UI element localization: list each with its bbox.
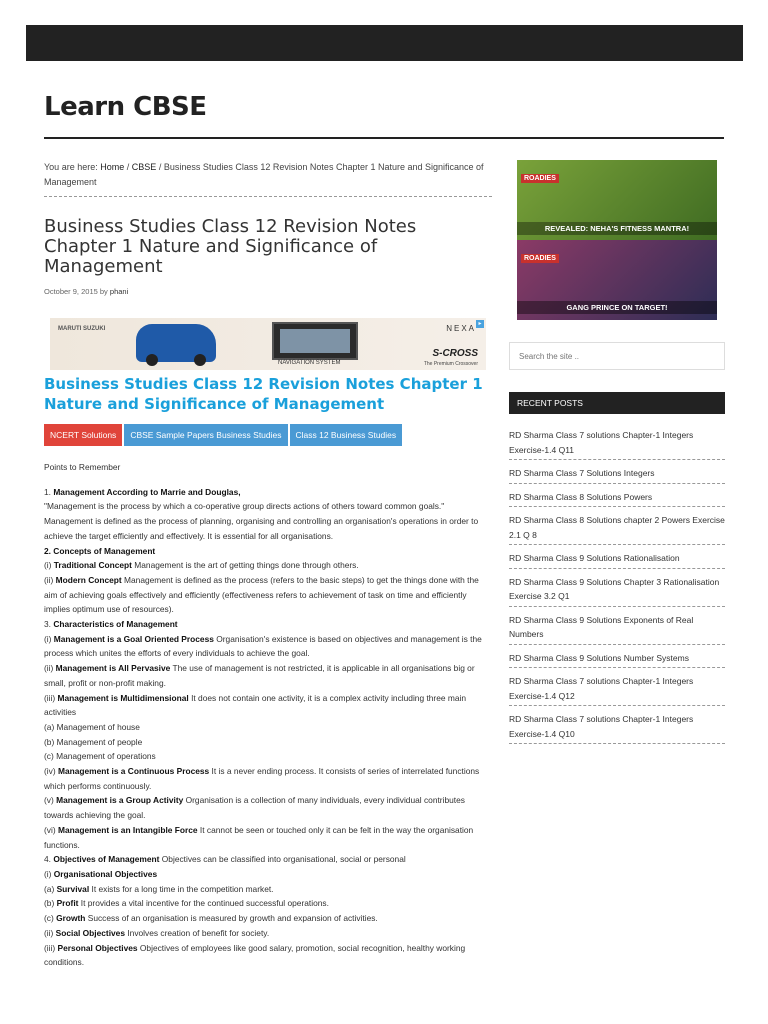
paragraph: (c) Growth Success of an organisation is measured by growth and expansion of activities. [44, 913, 378, 924]
recent-posts-list [509, 428, 725, 744]
breadcrumb-cbse[interactable]: CBSE [131, 162, 157, 172]
recent-post-link[interactable]: RD Sharma Class 9 Solutions Chapter 3 Rationalisation Exercise 3.2 Q1 [509, 575, 725, 607]
top-nav-bar [26, 25, 743, 61]
recent-post-link[interactable]: RD Sharma Class 9 Solutions Exponents of Real Numbers [509, 613, 725, 645]
paragraph: 1. Management According to Marrie and Douglas, [44, 486, 241, 497]
paragraph: (ii) Management is All Pervasive The use of management is not restricted, it is applicable in all organisations big or small, profit or non-profit making. [44, 663, 475, 688]
paragraph: (vi) Management is an Intangible Force It cannot be seen or touched only it can be felt in the way the organisation functions. [44, 824, 474, 850]
ad-caption-bottom: GANG PRINCE ON TARGET! [517, 301, 717, 314]
paragraph: (iii) Management is Multidimensional It does not contain one activity, it is a complex activity including three main activities [44, 692, 467, 718]
paragraph: "Management is the process by which a co-operative group directs actions of others toward common goals." [44, 501, 445, 512]
paragraph: 4. Objectives of Management Objectives can be classified into organisational, social or personal [44, 854, 406, 865]
post-date: October 9, 2015 [44, 287, 98, 296]
post-title: Business Studies Class 12 Revision Notes Chapter 1 Nature and Significance of Management [44, 216, 417, 277]
breadcrumb [44, 160, 492, 190]
paragraph: (b) Profit It provides a vital incentive for the continued successful operations. [44, 898, 329, 909]
recent-post-link[interactable]: RD Sharma Class 9 Solutions Rationalisation [509, 551, 725, 569]
header-divider [44, 137, 724, 139]
paragraph: (i) Management is a Goal Oriented Process Organisation's existence is based on objectives and management is the process which unites the efforts of every individuals to achieve the goal. [44, 633, 482, 659]
paragraph: (ii) Social Objectives Involves creation of benefit for society. [44, 927, 270, 938]
ad-tagline: The Premium Crossover [423, 361, 478, 367]
search-input[interactable] [509, 342, 725, 370]
tag-class-12-business-studies[interactable]: Class 12 Business Studies [290, 424, 403, 446]
paragraph: 3. Characteristics of Management [44, 619, 178, 630]
paragraph: (iii) Personal Objectives Objectives of employees like good salary, promotion, social recognition, healthy working conditions. [44, 942, 466, 968]
paragraph: (v) Management is a Group Activity Organisation is a collection of many individuals, every individual contributes towards achieving the goal. [44, 795, 465, 821]
breadcrumb-separator: / [126, 162, 130, 172]
recent-post-link[interactable]: RD Sharma Class 7 solutions Chapter-1 Integers Exercise-1.4 Q10 [509, 712, 725, 744]
tag-ncert-solutions[interactable]: NCERT Solutions [44, 424, 122, 446]
ad-brand: MARUTI SUZUKI [58, 326, 106, 332]
paragraph: (i) Organisational Objectives [44, 868, 158, 879]
banner-ad[interactable] [50, 318, 486, 370]
ad-model: S-CROSS [432, 348, 478, 359]
tag-cbse-sample-papers[interactable]: CBSE Sample Papers Business Studies [124, 424, 287, 446]
recent-post-link[interactable]: RD Sharma Class 9 Solutions Number Systems [509, 651, 725, 669]
article-body [44, 460, 492, 970]
tag-list [44, 424, 492, 446]
paragraph: (a) Survival It exists for a long time in the competition market. [44, 883, 274, 894]
ad-nav-label: NAVIGATION SYSTEM [278, 360, 341, 366]
paragraph: (a) Management of house [44, 721, 140, 732]
site-title[interactable]: Learn CBSE [44, 92, 207, 122]
main-content [44, 160, 492, 970]
adchoices-icon[interactable]: ▸ [476, 320, 484, 328]
intro: Points to Remember [44, 462, 121, 472]
nav-screen-image [272, 322, 358, 360]
recent-post-link[interactable]: RD Sharma Class 7 solutions Chapter-1 Integers Exercise-1.4 Q12 [509, 674, 725, 706]
paragraph: (iv) Management is a Continuous Process It is a never ending process. It consists of series of interrelated functions which performs continuously. [44, 766, 480, 791]
breadcrumb-prefix: You are here: [44, 162, 98, 172]
recent-posts-heading: RECENT POSTS [509, 392, 725, 414]
recent-post-link[interactable]: RD Sharma Class 7 Solutions Integers [509, 466, 725, 484]
ad-logo: ROADIES [521, 254, 559, 263]
post-by: by [99, 287, 108, 296]
recent-post-link[interactable]: RD Sharma Class 8 Solutions Powers [509, 490, 725, 508]
breadcrumb-home[interactable]: Home [100, 162, 125, 172]
ad-logo: ROADIES [521, 174, 559, 183]
paragraph: (i) Traditional Concept Management is the art of getting things done through others. [44, 560, 359, 571]
breadcrumb-current: Business Studies Class 12 Revision Notes Chapter 1 Nature and Significance of Management [44, 162, 484, 187]
breadcrumb-separator: / [158, 162, 162, 172]
car-image [136, 324, 216, 362]
paragraph: 2. Concepts of Management [44, 545, 156, 556]
ad-caption-top: REVEALED: NEHA'S FITNESS MANTRA! [517, 222, 717, 235]
paragraph: Management is defined as the process of planning, organising and controlling an organisation's operations in order to achieve the target efficiently and effectively. It is essential for all organisations. [44, 516, 479, 541]
post-author[interactable]: phani [109, 287, 129, 296]
sidebar-video-ad[interactable] [517, 160, 717, 320]
recent-post-link[interactable]: RD Sharma Class 8 Solutions chapter 2 Powers Exercise 2.1 Q 8 [509, 513, 725, 545]
paragraph: (b) Management of people [44, 736, 143, 747]
divider [44, 196, 492, 197]
paragraph: (c) Management of operations [44, 751, 156, 762]
article-heading: Business Studies Class 12 Revision Notes Chapter 1 Nature and Significance of Management [44, 375, 483, 413]
recent-post-link[interactable]: RD Sharma Class 7 solutions Chapter-1 Integers Exercise-1.4 Q11 [509, 428, 725, 460]
ad-nexa-logo: NEXA [446, 324, 476, 333]
paragraph: (ii) Modern Concept Management is defined as the process (refers to the basic steps) to get the things done with the aim of achieving goals effectively and efficiently (effectiveness refers to achievement of task on time and efficiently implies optimum use of resources). [44, 574, 479, 615]
sidebar [509, 160, 725, 750]
post-meta [44, 287, 492, 296]
